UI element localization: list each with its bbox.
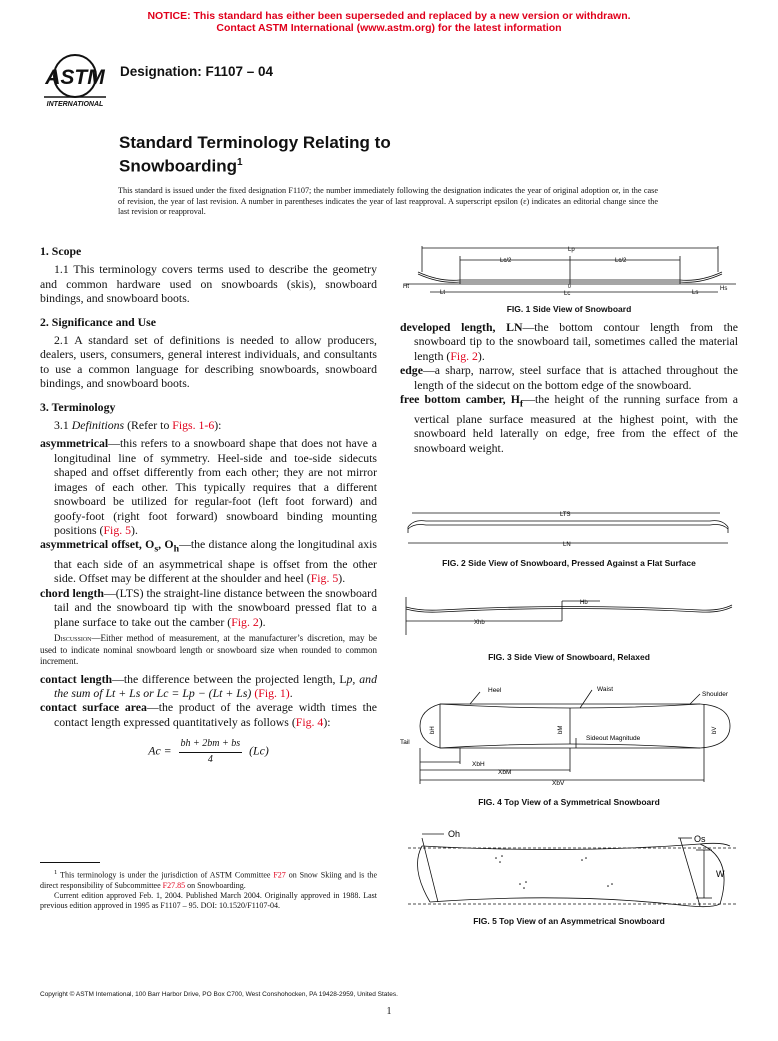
term-contact-surface-area: contact surface area—the product of the average width times the contact length expressed quantitatively as follows (Fig. 4): <box>40 700 377 729</box>
fig5-link[interactable]: Fig. 5 <box>103 522 132 537</box>
fig5-asymmetrical-diagram <box>400 828 738 910</box>
svg-text:Shoulder: Shoulder <box>702 691 729 698</box>
fig4-top-view-diagram <box>400 682 740 792</box>
svg-text:Lc/2: Lc/2 <box>500 258 512 264</box>
figure-4 <box>400 682 740 792</box>
svg-text:Hb: Hb <box>580 600 588 606</box>
figure-3 <box>400 591 738 639</box>
discussion-note: Discussion—Either method of measurement, at the manufacturer’s discretion, may be used to indicate nominal snowboard length or snowboard size when rounded to common increment. <box>40 633 377 667</box>
contact-area-equation: Ac = $\frac{bh + 2bm + bs}{4}$ (Lc) <box>40 737 377 767</box>
fig4-caption: FIG. 4 Top View of a Symmetrical Snowboard <box>478 797 660 807</box>
section-2-heading: 2. Significance and Use <box>40 314 157 329</box>
svg-text:0: 0 <box>568 284 571 290</box>
fig1-side-view-diagram <box>400 242 738 300</box>
fig4-link[interactable]: Fig. 4 <box>295 714 324 729</box>
svg-text:bH: bH <box>430 726 436 734</box>
term-asymmetrical: asymmetrical—this refers to a snowboard shape that does not have a longitudinal line of symmetry. Heel-side and toe-side sidecuts shaped and offset differently from each other; they are not mirror images of each other. This typically requires that a different snowboard be utilized for regular-foot (left foot forward) and goofy-foot (right foot forward) snowboard binding mounting positions (Fig. 5). <box>40 436 377 537</box>
svg-text:XbH: XbH <box>472 761 485 768</box>
svg-text:Lc/2: Lc/2 <box>615 258 627 264</box>
term-developed-length: developed length, LN—the bottom contour length from the snowboard tip to the snowboard tail, sometimes called the material length (Fig. 2). <box>400 320 739 363</box>
figure-2 <box>400 505 738 553</box>
designation: Designation: F1107 – 04 <box>120 64 274 79</box>
fig2-link[interactable]: Fig. 2 <box>231 614 259 629</box>
notice-line-1: NOTICE: This standard has either been superseded and replaced by a new version or withdrawn. <box>147 10 631 22</box>
title-line-2: Snowboarding$^1$ <box>119 156 243 176</box>
svg-text:XbM: XbM <box>498 769 512 776</box>
svg-text:INTERNATIONAL: INTERNATIONAL <box>46 101 104 108</box>
withdrawn-notice <box>0 10 778 34</box>
svg-text:LTS: LTS <box>560 512 571 518</box>
committee-link[interactable]: F27 <box>273 870 286 880</box>
svg-text:Sideout Magnitude: Sideout Magnitude <box>586 735 641 742</box>
svg-text:Os: Os <box>694 834 706 844</box>
title-line-1: Standard Terminology Relating to <box>119 133 391 152</box>
fig3-caption: FIG. 3 Side View of Snowboard, Relaxed <box>488 652 650 662</box>
equation-denominator: 4 <box>207 753 213 765</box>
fig5-caption: FIG. 5 Top View of an Asymmetrical Snowboard <box>473 916 665 926</box>
svg-text:Xhb: Xhb <box>474 620 485 626</box>
fig5-link-2[interactable]: Fig. 5 <box>310 571 339 586</box>
svg-text:W: W <box>716 869 725 879</box>
left-column <box>40 238 377 775</box>
svg-text:Lc: Lc <box>564 291 571 297</box>
section-1-paragraph: 1.1 This terminology covers terms used to describe the geometry and common hardware used on snowboards (skis), snowboard bindings, and snowboard boots. <box>40 262 377 306</box>
equation-numerator: bh + 2bm + bs <box>179 737 243 752</box>
astm-logo <box>38 52 112 110</box>
svg-text:Ls: Ls <box>692 290 699 296</box>
issued-note: This standard is issued under the fixed designation F1107; the number immediately following the designation indicates the year of original adoption or, in the case of revision, the year of last revision. A number in parentheses indicates the year of last reapproval. A superscript epsilon (ε) indicates an editorial change since the last revision or reapproval. <box>118 186 658 216</box>
svg-text:Hs: Hs <box>720 286 728 292</box>
fig1-caption: FIG. 1 Side View of Snowboard <box>506 304 632 314</box>
footnote: $^1$ This terminology is under the jurisdiction of ASTM Committee F27 on Snow Skiing and is the direct responsibility of Subcommittee F27.85 on Snowboarding. Current edition approved Feb. 1, 2004. Published March 2004. Originally approved in 1988. Last previous edition approved in 1995 as F1107 – 95. DOI: 10.1520/F1107-04. <box>40 869 378 910</box>
right-column-text <box>400 320 738 455</box>
term-asymmetrical-offset: asymmetrical offset, $O_s$, $O_h—the$ distance along the longitudinal axis that each side of an asymmetrical shape is offset from the other side. Offset may be different at the shoulder and heel (Fig. 5). <box>40 537 377 586</box>
fig1-link[interactable]: (Fig. 1) <box>254 686 290 701</box>
svg-text:Tail: Tail <box>400 739 410 746</box>
svg-text:bV: bV <box>712 726 718 734</box>
fig2-caption: FIG. 2 Side View of Snowboard, Pressed Against a Flat Surface <box>442 558 696 568</box>
svg-text:XbV: XbV <box>552 780 565 787</box>
notice-line-2: Contact ASTM International (www.astm.org) for the latest information <box>216 22 562 34</box>
fig3-relaxed-diagram <box>400 591 738 639</box>
section-2-paragraph: 2.1 A standard set of definitions is needed to allow producers, dealers, users, consumers, general interest individuals, and consultants to use a common language for describing snowboards, snowboard bindings, and snowboard boots. <box>40 333 377 391</box>
svg-text:ASTM: ASTM <box>45 66 105 89</box>
document-title <box>119 133 391 177</box>
term-chord-length: chord length—(LTS) the straight-line distance between the snowboard tail and the snowboard tip with the snowboard pressed flat to a plane surface to take out the camber (Fig. 2). <box>40 585 377 629</box>
svg-text:Waist: Waist <box>597 686 614 693</box>
section-1-heading: 1. Scope <box>40 244 82 258</box>
term-edge: edge—a sharp, narrow, steel surface that is attached throughout the length of the sidecut on the bottom edge of the snowboard. <box>400 363 738 392</box>
term-free-bottom-camber: free bottom camber, $H_f—the$ height of the running surface from a vertical plane surface measured at the highest point, with the snowboard held laterally on edge, free from the effect of the snowboard weight. <box>400 392 739 455</box>
copyright: Copyright © ASTM International, 100 Barr Harbor Drive, PO Box C700, West Conshohocken, PA 19428-2959, United States. <box>40 991 398 998</box>
page-number: 1 <box>386 1006 392 1017</box>
subcommittee-link[interactable]: F27.85 <box>162 880 186 890</box>
fig2-link-2[interactable]: Fig. 2 <box>450 348 478 363</box>
svg-text:Lt: Lt <box>440 290 446 296</box>
svg-text:bM: bM <box>558 725 564 734</box>
figs-link[interactable]: Figs. 1-6 <box>172 418 215 433</box>
section-3-heading: 3. Terminology <box>40 399 116 414</box>
figure-1 <box>400 242 738 300</box>
svg-text:Oh: Oh <box>448 829 461 839</box>
svg-text:LN: LN <box>563 542 571 548</box>
fig2-pressed-diagram <box>400 505 738 553</box>
footnote-rule <box>40 862 100 863</box>
term-contact-length: contact length—the difference between the projected length, Lp, and the sum of Lt + Ls or Lc = Lp − (Lt + Ls) (Fig. 1). <box>40 671 377 701</box>
figure-5 <box>400 828 738 910</box>
svg-text:Ht: Ht <box>403 284 409 290</box>
astm-logo-icon <box>38 52 112 110</box>
svg-text:Lp: Lp <box>568 247 575 253</box>
svg-text:Heel: Heel <box>488 687 502 694</box>
section-3-paragraph: 3.1 Definitions (Refer to Figs. 1-6): <box>54 418 222 433</box>
